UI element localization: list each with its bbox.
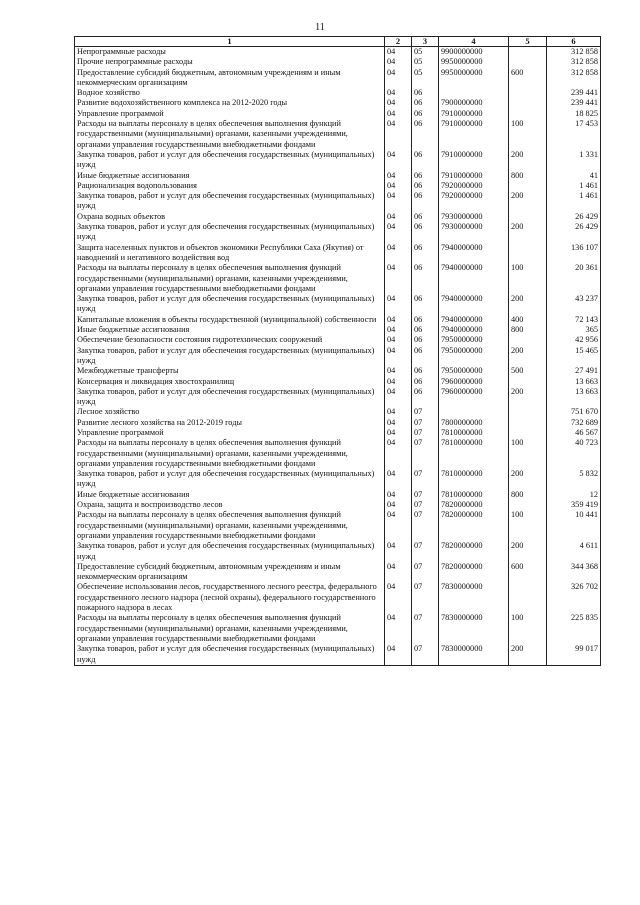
row-subsection: 07	[412, 510, 439, 541]
table-row	[75, 109, 601, 119]
table-body	[75, 47, 601, 666]
row-section: 04	[385, 88, 412, 98]
row-name: Расходы на выплаты персоналу в целях обеспечения выполнения функций государственными (муниципальными) органами, казенными учреждениями, органами управления государственными внебюджетными фондами	[75, 438, 385, 469]
row-section: 04	[385, 644, 412, 665]
row-article: 9900000000	[439, 47, 509, 58]
row-amount: 312 858	[547, 47, 601, 58]
row-section: 04	[385, 407, 412, 417]
row-expense-type: 100	[509, 613, 547, 644]
row-name: Управление программой	[75, 428, 385, 438]
table-row	[75, 98, 601, 108]
row-section: 04	[385, 613, 412, 644]
row-section: 04	[385, 562, 412, 583]
row-section: 04	[385, 428, 412, 438]
row-amount: 1 461	[547, 191, 601, 212]
row-section: 04	[385, 500, 412, 510]
row-name: Развитие водохозяйственного комплекса на 2012-2020 годы	[75, 98, 385, 108]
row-subsection: 07	[412, 613, 439, 644]
column-header-section: 2	[385, 37, 412, 47]
row-name: Закупка товаров, работ и услуг для обеспечения государственных (муниципальных) нужд	[75, 541, 385, 562]
row-name: Предоставление субсидий бюджетным, автономным учреждениям и иным некоммерческим организациям	[75, 68, 385, 89]
row-article: 7800000000	[439, 418, 509, 428]
row-amount: 42 956	[547, 335, 601, 345]
row-amount: 12	[547, 490, 601, 500]
row-expense-type	[509, 377, 547, 387]
column-header-expense-type: 5	[509, 37, 547, 47]
row-subsection: 07	[412, 562, 439, 583]
row-expense-type: 100	[509, 119, 547, 150]
table-row	[75, 644, 601, 665]
row-expense-type: 200	[509, 541, 547, 562]
row-expense-type: 600	[509, 562, 547, 583]
row-name: Управление программой	[75, 109, 385, 119]
row-article: 7910000000	[439, 119, 509, 150]
row-amount: 239 441	[547, 88, 601, 98]
row-subsection: 06	[412, 171, 439, 181]
row-amount: 1 331	[547, 150, 601, 171]
row-section: 04	[385, 98, 412, 108]
row-article: 7920000000	[439, 181, 509, 191]
table-row	[75, 500, 601, 510]
row-section: 04	[385, 119, 412, 150]
row-article: 7810000000	[439, 490, 509, 500]
row-expense-type	[509, 582, 547, 613]
row-expense-type	[509, 243, 547, 264]
row-expense-type: 400	[509, 315, 547, 325]
row-section: 04	[385, 243, 412, 264]
table-row	[75, 346, 601, 367]
row-article	[439, 88, 509, 98]
row-expense-type: 500	[509, 366, 547, 376]
row-section: 04	[385, 490, 412, 500]
row-section: 04	[385, 346, 412, 367]
row-section: 04	[385, 263, 412, 294]
row-subsection: 06	[412, 243, 439, 264]
row-expense-type	[509, 88, 547, 98]
row-article: 7930000000	[439, 212, 509, 222]
row-expense-type	[509, 181, 547, 191]
row-name: Водное хозяйство	[75, 88, 385, 98]
row-name: Закупка товаров, работ и услуг для обеспечения государственных (муниципальных) нужд	[75, 294, 385, 315]
row-subsection: 07	[412, 469, 439, 490]
row-expense-type	[509, 47, 547, 58]
row-amount: 312 858	[547, 57, 601, 67]
row-subsection: 06	[412, 325, 439, 335]
table-row	[75, 119, 601, 150]
row-amount: 26 429	[547, 212, 601, 222]
row-section: 04	[385, 541, 412, 562]
row-section: 04	[385, 294, 412, 315]
table-row	[75, 88, 601, 98]
row-name: Лесное хозяйство	[75, 407, 385, 417]
row-article: 7830000000	[439, 613, 509, 644]
row-expense-type: 800	[509, 171, 547, 181]
row-expense-type	[509, 500, 547, 510]
row-amount: 40 723	[547, 438, 601, 469]
row-name: Иные бюджетные ассигнования	[75, 325, 385, 335]
row-expense-type	[509, 98, 547, 108]
row-section: 04	[385, 47, 412, 58]
row-expense-type: 800	[509, 490, 547, 500]
row-subsection: 06	[412, 222, 439, 243]
row-article: 7940000000	[439, 263, 509, 294]
row-amount: 751 670	[547, 407, 601, 417]
table-row	[75, 418, 601, 428]
row-subsection: 06	[412, 119, 439, 150]
row-article: 7810000000	[439, 469, 509, 490]
row-subsection: 06	[412, 387, 439, 408]
row-section: 04	[385, 150, 412, 171]
row-article: 7940000000	[439, 243, 509, 264]
row-section: 04	[385, 171, 412, 181]
row-amount: 732 689	[547, 418, 601, 428]
row-expense-type: 200	[509, 294, 547, 315]
row-amount: 239 441	[547, 98, 601, 108]
row-name: Расходы на выплаты персоналу в целях обеспечения выполнения функций государственными (муниципальными) органами, казенными учреждениями, органами управления государственными внебюджетными фондами	[75, 119, 385, 150]
row-article: 9950000000	[439, 68, 509, 89]
row-expense-type: 200	[509, 346, 547, 367]
budget-table	[74, 36, 601, 666]
row-subsection: 07	[412, 582, 439, 613]
row-section: 04	[385, 418, 412, 428]
row-expense-type	[509, 418, 547, 428]
row-subsection: 07	[412, 428, 439, 438]
row-name: Иные бюджетные ассигнования	[75, 490, 385, 500]
row-subsection: 07	[412, 407, 439, 417]
row-expense-type: 100	[509, 510, 547, 541]
row-amount: 365	[547, 325, 601, 335]
row-subsection: 06	[412, 181, 439, 191]
table-row	[75, 510, 601, 541]
row-subsection: 06	[412, 294, 439, 315]
row-section: 04	[385, 335, 412, 345]
row-amount: 136 107	[547, 243, 601, 264]
row-name: Консервация и ликвидация хвостохранилищ	[75, 377, 385, 387]
row-expense-type: 200	[509, 387, 547, 408]
row-amount: 46 567	[547, 428, 601, 438]
row-subsection: 06	[412, 109, 439, 119]
row-section: 04	[385, 212, 412, 222]
row-amount: 26 429	[547, 222, 601, 243]
row-expense-type	[509, 335, 547, 345]
row-expense-type	[509, 57, 547, 67]
row-article: 7910000000	[439, 150, 509, 171]
row-name: Закупка товаров, работ и услуг для обеспечения государственных (муниципальных) нужд	[75, 387, 385, 408]
row-expense-type: 600	[509, 68, 547, 89]
row-name: Закупка товаров, работ и услуг для обеспечения государственных (муниципальных) нужд	[75, 644, 385, 665]
row-section: 04	[385, 387, 412, 408]
row-name: Охрана, защита и воспроизводство лесов	[75, 500, 385, 510]
row-amount: 13 663	[547, 387, 601, 408]
table-row	[75, 613, 601, 644]
row-name: Предоставление субсидий бюджетным, автономным учреждениям и иным некоммерческим организациям	[75, 562, 385, 583]
row-expense-type	[509, 407, 547, 417]
row-amount: 344 368	[547, 562, 601, 583]
table-row	[75, 377, 601, 387]
row-amount: 1 461	[547, 181, 601, 191]
table-row	[75, 171, 601, 181]
table-row	[75, 428, 601, 438]
row-article: 7810000000	[439, 438, 509, 469]
row-section: 04	[385, 438, 412, 469]
row-amount: 18 825	[547, 109, 601, 119]
table-row	[75, 366, 601, 376]
row-section: 04	[385, 377, 412, 387]
table-row	[75, 68, 601, 89]
row-name: Закупка товаров, работ и услуг для обеспечения государственных (муниципальных) нужд	[75, 346, 385, 367]
row-article: 7940000000	[439, 294, 509, 315]
row-name: Расходы на выплаты персоналу в целях обеспечения выполнения функций государственными (муниципальными) органами, казенными учреждениями, органами управления государственными внебюджетными фондами	[75, 510, 385, 541]
table-row	[75, 243, 601, 264]
row-subsection: 07	[412, 541, 439, 562]
row-expense-type: 200	[509, 644, 547, 665]
row-expense-type	[509, 109, 547, 119]
row-section: 04	[385, 109, 412, 119]
row-section: 04	[385, 181, 412, 191]
table-header-row	[75, 37, 601, 47]
row-subsection: 06	[412, 346, 439, 367]
row-subsection: 07	[412, 490, 439, 500]
row-article: 7820000000	[439, 500, 509, 510]
column-header-article: 4	[439, 37, 509, 47]
column-header-amount: 6	[547, 37, 601, 47]
row-section: 04	[385, 469, 412, 490]
row-name: Капитальные вложения в объекты государственной (муниципальной) собственности	[75, 315, 385, 325]
row-amount: 4 611	[547, 541, 601, 562]
row-subsection: 06	[412, 335, 439, 345]
table-row	[75, 181, 601, 191]
row-subsection: 06	[412, 377, 439, 387]
row-name: Развитие лесного хозяйства на 2012-2019 годы	[75, 418, 385, 428]
row-expense-type: 100	[509, 438, 547, 469]
row-name: Закупка товаров, работ и услуг для обеспечения государственных (муниципальных) нужд	[75, 150, 385, 171]
row-subsection: 06	[412, 263, 439, 294]
column-header-subsection: 3	[412, 37, 439, 47]
row-subsection: 05	[412, 68, 439, 89]
row-subsection: 06	[412, 150, 439, 171]
row-name: Межбюджетные трансферты	[75, 366, 385, 376]
row-article: 7960000000	[439, 377, 509, 387]
row-expense-type: 200	[509, 191, 547, 212]
row-article	[439, 407, 509, 417]
row-expense-type: 800	[509, 325, 547, 335]
row-article: 7930000000	[439, 222, 509, 243]
row-subsection: 05	[412, 57, 439, 67]
row-article: 7820000000	[439, 510, 509, 541]
row-amount: 5 832	[547, 469, 601, 490]
table-row	[75, 335, 601, 345]
row-article: 7940000000	[439, 315, 509, 325]
row-section: 04	[385, 510, 412, 541]
row-section: 04	[385, 68, 412, 89]
row-expense-type	[509, 212, 547, 222]
row-name: Иные бюджетные ассигнования	[75, 171, 385, 181]
table-row	[75, 315, 601, 325]
row-section: 04	[385, 222, 412, 243]
row-name: Обеспечение безопасности состояния гидротехнических сооружений	[75, 335, 385, 345]
row-name: Непрограммные расходы	[75, 47, 385, 58]
table-row	[75, 191, 601, 212]
table-row	[75, 222, 601, 243]
row-article: 7810000000	[439, 428, 509, 438]
row-expense-type: 200	[509, 222, 547, 243]
row-name: Закупка товаров, работ и услуг для обеспечения государственных (муниципальных) нужд	[75, 469, 385, 490]
page-number: 11	[315, 22, 325, 33]
table-row	[75, 562, 601, 583]
table-row	[75, 582, 601, 613]
row-amount: 17 453	[547, 119, 601, 150]
row-amount: 27 491	[547, 366, 601, 376]
row-article: 7830000000	[439, 644, 509, 665]
row-subsection: 07	[412, 438, 439, 469]
row-expense-type	[509, 428, 547, 438]
row-amount: 20 361	[547, 263, 601, 294]
row-subsection: 06	[412, 212, 439, 222]
row-section: 04	[385, 315, 412, 325]
row-subsection: 06	[412, 315, 439, 325]
row-name: Расходы на выплаты персоналу в целях обеспечения выполнения функций государственными (муниципальными) органами, казенными учреждениями, органами управления государственными внебюджетными фондами	[75, 263, 385, 294]
row-amount: 359 419	[547, 500, 601, 510]
table-row	[75, 325, 601, 335]
row-subsection: 05	[412, 47, 439, 58]
row-subsection: 07	[412, 418, 439, 428]
row-subsection: 07	[412, 644, 439, 665]
table-row	[75, 263, 601, 294]
table-row	[75, 387, 601, 408]
row-article: 7830000000	[439, 582, 509, 613]
table-row	[75, 407, 601, 417]
row-name: Защита населенных пунктов и объектов экономики Республики Саха (Якутия) от наводнений и негативного воздействия вод	[75, 243, 385, 264]
column-header-name: 1	[75, 37, 385, 47]
row-subsection: 06	[412, 191, 439, 212]
row-article: 7950000000	[439, 366, 509, 376]
row-section: 04	[385, 366, 412, 376]
row-article: 7910000000	[439, 171, 509, 181]
row-name: Закупка товаров, работ и услуг для обеспечения государственных (муниципальных) нужд	[75, 222, 385, 243]
row-section: 04	[385, 325, 412, 335]
table-row	[75, 150, 601, 171]
row-section: 04	[385, 582, 412, 613]
row-article: 7820000000	[439, 541, 509, 562]
row-article: 7910000000	[439, 109, 509, 119]
row-name: Прочие непрограммные расходы	[75, 57, 385, 67]
row-name: Закупка товаров, работ и услуг для обеспечения государственных (муниципальных) нужд	[75, 191, 385, 212]
row-amount: 225 835	[547, 613, 601, 644]
row-subsection: 06	[412, 88, 439, 98]
row-expense-type: 200	[509, 150, 547, 171]
table-row	[75, 541, 601, 562]
row-article: 7820000000	[439, 562, 509, 583]
row-amount: 15 465	[547, 346, 601, 367]
row-amount: 41	[547, 171, 601, 181]
row-article: 7950000000	[439, 335, 509, 345]
table-row	[75, 438, 601, 469]
row-amount: 312 858	[547, 68, 601, 89]
table-row	[75, 47, 601, 58]
row-article: 9950000000	[439, 57, 509, 67]
table-row	[75, 490, 601, 500]
row-article: 7900000000	[439, 98, 509, 108]
row-amount: 326 702	[547, 582, 601, 613]
row-amount: 99 017	[547, 644, 601, 665]
row-article: 7960000000	[439, 387, 509, 408]
table-row	[75, 469, 601, 490]
row-amount: 13 663	[547, 377, 601, 387]
row-expense-type: 100	[509, 263, 547, 294]
row-name: Расходы на выплаты персоналу в целях обеспечения выполнения функций государственными (муниципальными) органами, казенными учреждениями, органами управления государственными внебюджетными фондами	[75, 613, 385, 644]
row-name: Рационализация водопользования	[75, 181, 385, 191]
row-article: 7920000000	[439, 191, 509, 212]
table-row	[75, 57, 601, 67]
row-amount: 43 237	[547, 294, 601, 315]
row-name: Охрана водных объектов	[75, 212, 385, 222]
row-article: 7940000000	[439, 325, 509, 335]
row-section: 04	[385, 57, 412, 67]
row-section: 04	[385, 191, 412, 212]
table-row	[75, 212, 601, 222]
row-expense-type: 200	[509, 469, 547, 490]
table-row	[75, 294, 601, 315]
row-article: 7950000000	[439, 346, 509, 367]
row-subsection: 06	[412, 366, 439, 376]
row-subsection: 07	[412, 500, 439, 510]
row-amount: 72 143	[547, 315, 601, 325]
row-name: Обеспечение использования лесов, государственного лесного реестра, федерального государственного лесного надзора (лесной охраны), федерального государственного пожарного надзора в лесах	[75, 582, 385, 613]
row-amount: 10 441	[547, 510, 601, 541]
row-subsection: 06	[412, 98, 439, 108]
